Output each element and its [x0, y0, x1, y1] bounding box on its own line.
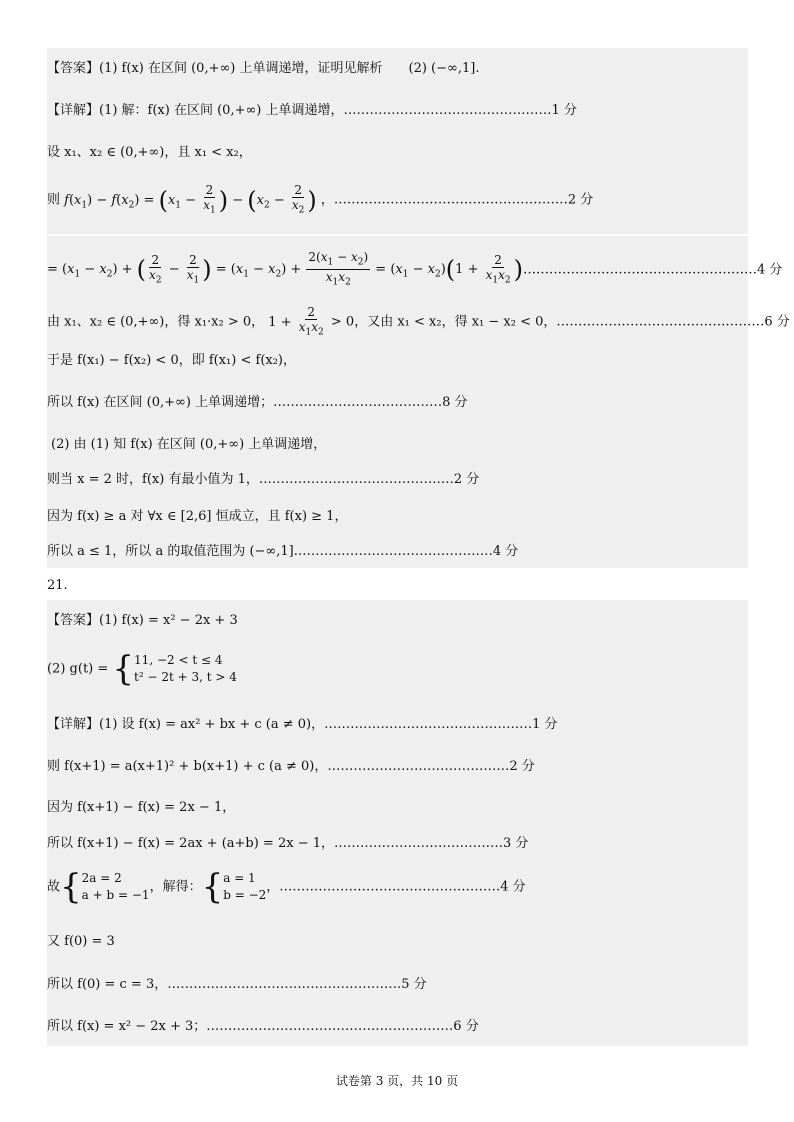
- q21-detail-5-prefix: 故: [47, 879, 61, 895]
- q20-detail-3-dots: ，………………………………………………2 分: [320, 192, 594, 208]
- q21-detail-5-system-2-eq-1: a = 1: [223, 871, 256, 885]
- q21-answer-2-case-1: 11, −2 < t ≤ 4: [134, 653, 223, 667]
- q21-detail-3: 因为 f(x+1) − f(x) = 2x − 1，: [47, 800, 236, 815]
- q21-detail-2: 则 f(x+1) = a(x+1)² + b(x+1) + c (a ≠ 0)，……………………………………2 分: [47, 759, 535, 774]
- q21-detail-6: 又 f(0) = 3: [47, 934, 115, 949]
- q20-detail-1: 【详解】(1) 解：f(x) 在区间 (0,+∞) 上单调递增，…………………………………………1 分: [47, 103, 577, 118]
- q21-detail-5-system-1: [82, 870, 150, 904]
- q20-detail-5-rest: > 0，又由 x₁ < x₂，得 x₁ − x₂ < 0，…………………………………………6 分: [330, 314, 790, 330]
- q20-detail-4-formula: = $(x_1 - x_2)$ + ( $\frac{2}{x_2}$ − $\frac{2}{x_1}$ ) = $(x_1 - x_2)$ + $\frac{2(x_1 - x_2)}{x_1x_2}$ = $(x_1 - x_2)(1$ + $\frac{2}{x_1x_2}$ ): [47, 250, 524, 288]
- q20-detail-7: 所以 f(x) 在区间 (0,+∞) 上单调递增；…………………………………8 分: [47, 395, 468, 410]
- q20-detail-5-text: 由 x₁、x₂ ∈ (0,+∞)，得 x₁·x₂ > 0，: [47, 314, 265, 330]
- q21-detail-7: 所以 f(0) = c = 3，………………………………………………5 分: [47, 977, 427, 992]
- q20-detail-5-formula: 1 + $\frac{2}{x_1x_2}$: [268, 305, 324, 338]
- q21-detail-5-system-1-eq-1: 2a = 2: [81, 871, 122, 885]
- q21-detail-5-brace-2: {: [201, 867, 224, 907]
- q20-detail-5: [47, 305, 790, 339]
- q20-detail-10: 因为 f(x) ≥ a 对 ∀x ∈ [2,6] 恒成立，且 f(x) ≥ 1，: [47, 509, 348, 524]
- q21-detail-5-system-1-eq-2: a + b = −1: [81, 888, 150, 902]
- q20-detail-3-prefix: 则: [47, 192, 61, 208]
- q21-detail-5-system-2-eq-2: b = −2: [223, 888, 267, 902]
- q20-detail-9: 则当 x = 2 时，f(x) 有最小值为 1，………………………………………2 分: [47, 472, 480, 487]
- q21-answer-2-brace: {: [112, 649, 135, 689]
- q20-detail-3-formula: $f(x_1) - f(x_2) = (x_1$ − $\frac{2}{x_1}$ ) − ($x_2$ − $\frac{2}{x_2}$ ): [64, 183, 317, 216]
- q21-detail-1: 【详解】(1) 设 f(x) = ax² + bx + c (a ≠ 0)，…………………………………………1 分: [47, 717, 558, 732]
- q21-detail-5-system-2: [223, 870, 266, 904]
- q21-answer-2-prefix: (2) g(t) =: [47, 661, 109, 677]
- q21-detail-5-dots: ，……………………………………………4 分: [266, 879, 526, 895]
- q21-detail-8: 所以 f(x) = x² − 2x + 3；…………………………………………………6 分: [47, 1019, 479, 1034]
- q21-answer-2-cases: [134, 652, 237, 686]
- q21-number: 21.: [47, 578, 68, 593]
- q21-detail-5-mid: ，解得：: [149, 879, 202, 895]
- q20-detail-3: [47, 183, 593, 217]
- q20-detail-2: 设 x₁、x₂ ∈ (0,+∞)，且 x₁ < x₂，: [47, 145, 252, 160]
- q21-detail-4: 所以 f(x+1) − f(x) = 2ax + (a+b) = 2x − 1，…………………………………3 分: [47, 836, 529, 851]
- q21-answer-2: [47, 649, 237, 689]
- q21-detail-5-brace-1: {: [60, 867, 82, 907]
- q20-answer: 【答案】(1) f(x) 在区间 (0,+∞) 上单调递增，证明见解析 (2) (−∞,1].: [47, 61, 480, 76]
- q20-detail-8: (2) 由 (1) 知 f(x) 在区间 (0,+∞) 上单调递增，: [51, 437, 327, 452]
- q21-answer-2-case-2: t² − 2t + 3, t > 4: [134, 670, 237, 684]
- q20-detail-6: 于是 f(x₁) − f(x₂) < 0，即 f(x₁) < f(x₂)，: [47, 353, 296, 368]
- q21-detail-5: [47, 867, 526, 907]
- q20-detail-4-dots: ………………………………………………4 分: [523, 262, 783, 278]
- q20-detail-11: 所以 a ≤ 1，所以 a 的取值范围为 (−∞,1].………………………………………4 分: [47, 544, 519, 559]
- page-footer: 试卷第 3 页，共 10 页: [335, 1074, 459, 1088]
- q20-detail-4: [47, 250, 782, 290]
- q21-answer-1: 【答案】(1) f(x) = x² − 2x + 3: [47, 613, 238, 628]
